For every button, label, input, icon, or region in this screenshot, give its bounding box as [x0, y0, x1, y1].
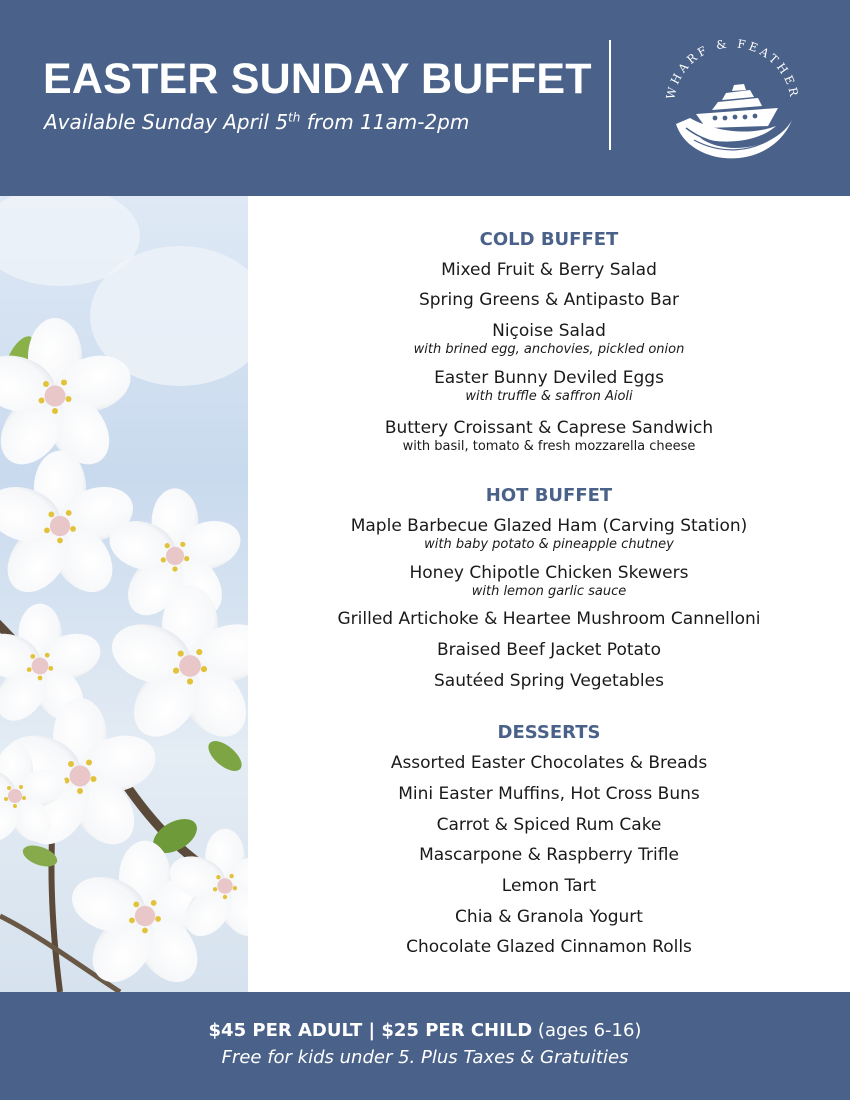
pricing-note: Free for kids under 5. Plus Taxes & Gratuities — [221, 1047, 629, 1068]
menu-item: Mascarpone & Raspberry Trifle — [419, 845, 679, 865]
menu-item: Lemon Tart — [501, 876, 597, 896]
menu-item-description: with basil, tomato & fresh mozzarella cheese — [402, 439, 696, 454]
pricing-footer — [0, 992, 850, 1100]
child-price: $25 PER CHILD — [381, 1020, 533, 1041]
cherry-blossom-photo — [0, 196, 248, 992]
menu-item-description: with baby potato & pineapple chutney — [424, 537, 674, 552]
menu-item: Spring Greens & Antipasto Bar — [418, 290, 680, 310]
menu-item-description: with lemon garlic sauce — [471, 584, 627, 599]
child-ages: (ages 6-16) — [532, 1020, 642, 1041]
menu-item: Mini Easter Muffins, Hot Cross Buns — [398, 784, 700, 804]
menu-item: Honey Chipotle Chicken Skewers with lemon garlic sauce — [248, 563, 850, 600]
menu-item-description: with brined egg, anchovies, pickled onion — [413, 342, 685, 357]
cold-buffet-heading: COLD BUFFET — [479, 229, 619, 250]
adult-price: $45 PER ADULT — [208, 1020, 363, 1041]
desserts-heading: DESSERTS — [497, 722, 601, 743]
page-title: EASTER SUNDAY BUFFET — [43, 55, 592, 103]
menu-item: Chocolate Glazed Cinnamon Rolls — [406, 937, 692, 957]
subtitle-date: Available Sunday April 5 — [44, 110, 289, 134]
logo-text: WHARF & FEATHER — [663, 36, 802, 101]
menu-item: Chia & Granola Yogurt — [455, 907, 643, 927]
wharf-feather-logo — [660, 28, 805, 173]
menu-item: Niçoise Salad with brined egg, anchovies, pickled onion — [248, 321, 850, 358]
price-separator: | — [362, 1020, 382, 1041]
menu-item: Assorted Easter Chocolates & Breads — [390, 753, 708, 773]
menu-item: Braised Beef Jacket Potato — [436, 640, 661, 660]
subtitle-ordinal: th — [288, 110, 301, 125]
menu-item: Buttery Croissant & Caprese Sandwich with basil, tomato & fresh mozzarella cheese — [248, 418, 850, 455]
subtitle-time: from 11am-2pm — [300, 110, 470, 134]
hot-buffet-heading: HOT BUFFET — [485, 485, 613, 506]
header-divider — [609, 40, 611, 150]
menu-item: Carrot & Spiced Rum Cake — [436, 815, 662, 835]
menu-item: Sautéed Spring Vegetables — [434, 671, 664, 691]
menu-item: Mixed Fruit & Berry Salad — [441, 260, 657, 280]
availability-subtitle — [44, 110, 469, 134]
menu-item: Grilled Artichoke & Heartee Mushroom Cannelloni — [337, 609, 761, 629]
menu-item: Easter Bunny Deviled Eggs with truffle & saffron Aioli — [248, 368, 850, 405]
header-banner — [0, 0, 850, 196]
menu-item: Maple Barbecue Glazed Ham (Carving Station) with baby potato & pineapple chutney — [248, 516, 850, 553]
pricing-line — [0, 1020, 850, 1041]
menu-item-description: with truffle & saffron Aioli — [465, 389, 633, 404]
menu-panel — [248, 196, 850, 992]
